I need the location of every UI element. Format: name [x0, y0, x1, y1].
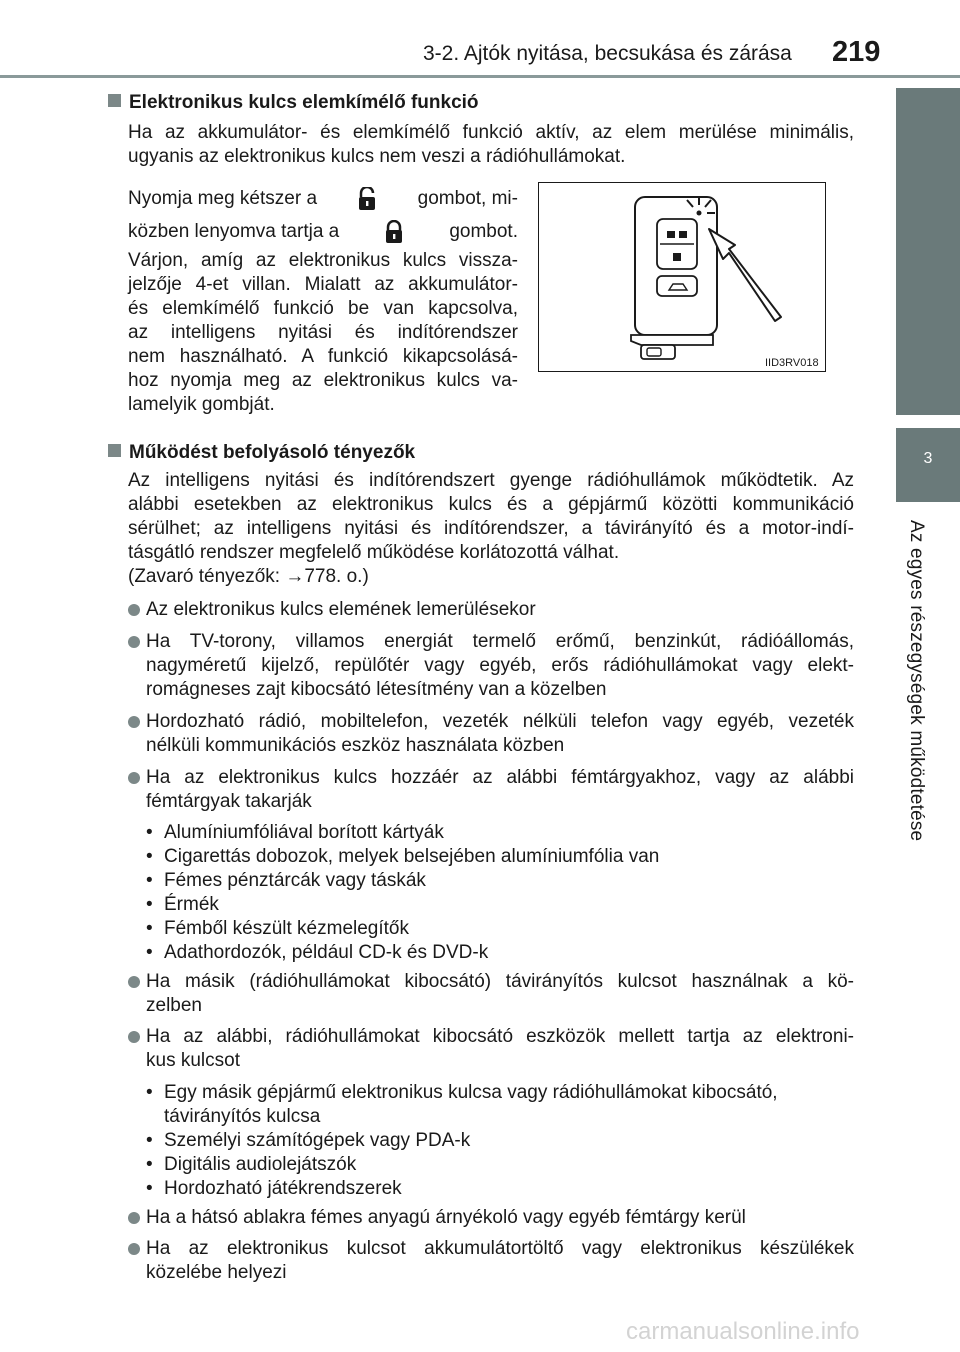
list-item: Ha az alábbi, rádióhullámokat kibocsátó eszközök mellett tartja az elektroni- kus kulcsot: [128, 1025, 854, 1073]
list-item: Az elektronikus kulcs elemének lemerülésekor: [128, 598, 854, 622]
circle-bullet-icon: [128, 1212, 140, 1224]
lock-icon: [379, 220, 409, 244]
list-item: Ha az elektronikus kulcs hozzáér az alábbi fémtárgyakhoz, vagy az alábbi fémtárgyak takarják: [128, 766, 854, 814]
circle-bullet-icon: [128, 772, 140, 784]
chapter-number: 3: [923, 450, 933, 467]
section2-intro: Az intelligens nyitási és indítórendszert gyenge rádióhullámok működtetik. Az alábbi esetekben az elektronikus kulcs és a gépjármű közötti kommunikáció sérülhet; az intelligens nyitási és indítórendszer, a távirányító és a motor-indí- tásgátló rendszer megfelelő működése korlátozottá válhat. (Zavaró tényezők: →778. o.): [128, 470, 854, 587]
circle-bullet-icon: [128, 1243, 140, 1255]
page-number: 219: [832, 36, 881, 68]
devices-sublist: • Egy másik gépjármű elektronikus kulcsa vagy rádióhullámokat kibocsátó, távirányítós kulcsa • Személyi számítógépek vagy PDA-k • Digitális audiolejátszók • Hordozható játékrendszerek: [146, 1081, 778, 1201]
section1-intro: Ha az akkumulátor- és elemkímélő funkció aktív, az elem merülése minimális, ugyanis az elektronikus kulcs nem veszi a rádióhullámokat.: [128, 122, 854, 167]
section-heading-influencing-factors: Működést befolyásoló tényezők: [108, 442, 415, 464]
circle-bullet-icon: [128, 1031, 140, 1043]
circle-bullet-icon: [128, 976, 140, 988]
key-fob-figure: [538, 182, 826, 372]
list-item: Ha TV-torony, villamos energiát termelő erőmű, benzinkút, rádióállomás, nagyméretű kijelző, repülőtér vagy egyéb, erős rádióhullámokat vagy elekt- romágneses zajt kibocsátó létesítmény van a közelben: [128, 630, 854, 702]
header-rule: [0, 75, 960, 78]
chapter-label: Az egyes részegységek működtetése: [906, 520, 927, 842]
circle-bullet-icon: [128, 636, 140, 648]
square-bullet-icon: [108, 94, 121, 107]
figure-id-label: IID3RV018: [765, 357, 819, 369]
square-bullet-icon: [108, 444, 121, 457]
circle-bullet-icon: [128, 716, 140, 728]
watermark: carmanualsonline.info: [626, 1318, 860, 1345]
unlock-icon: [352, 187, 382, 211]
side-tab-bar: [896, 88, 960, 415]
list-item: Hordozható rádió, mobiltelefon, vezeték nélküli telefon vagy egyéb, vezeték nélküli kommunikációs eszköz használata közben: [128, 710, 854, 758]
list-item: Ha másik (rádióhullámokat kibocsátó) távirányítós kulcsot használnak a kö- zelben: [128, 970, 854, 1018]
key-fob-illustration: [539, 183, 825, 371]
cross-reference: (Zavaró tényezők: →778. o.): [128, 566, 369, 587]
list-item: Ha a hátsó ablakra fémes anyagú árnyékoló vagy egyéb fémtárgy kerül: [128, 1206, 854, 1230]
section1-steps: Nyomja meg kétszer a gombot, mi- közben lenyomva tartja a gombot. Várjon, amíg az elektronikus kulcs vissza- jelzője 4-et villan. Mialatt az akkumulátor- és elemkímélő funkció be van kapcsolva, az intelligens nyitási és indítórendszer nem használható. A funkció kikapcsolásá- hoz nyomja meg az elektronikus kulcs va- lamelyik gombját.: [128, 188, 518, 415]
list-item: Ha az elektronikus kulcsot akkumulátortöltő vagy elektronikus készülékek közelébe helyezi: [128, 1237, 854, 1285]
metal-objects-sublist: • Alumíniumfóliával borított kártyák • Cigarettás dobozok, melyek belsejében alumíniumfólia van • Fémes pénztárcák vagy táskák • Érmék • Fémből készült kézmelegítők • Adathordozók, például CD-k és DVD-k: [146, 821, 659, 965]
section-heading-battery-saving: Elektronikus kulcs elemkímélő funkció: [108, 92, 479, 114]
circle-bullet-icon: [128, 604, 140, 616]
running-header-title: 3-2. Ajtók nyitása, becsukása és zárása: [423, 42, 792, 65]
